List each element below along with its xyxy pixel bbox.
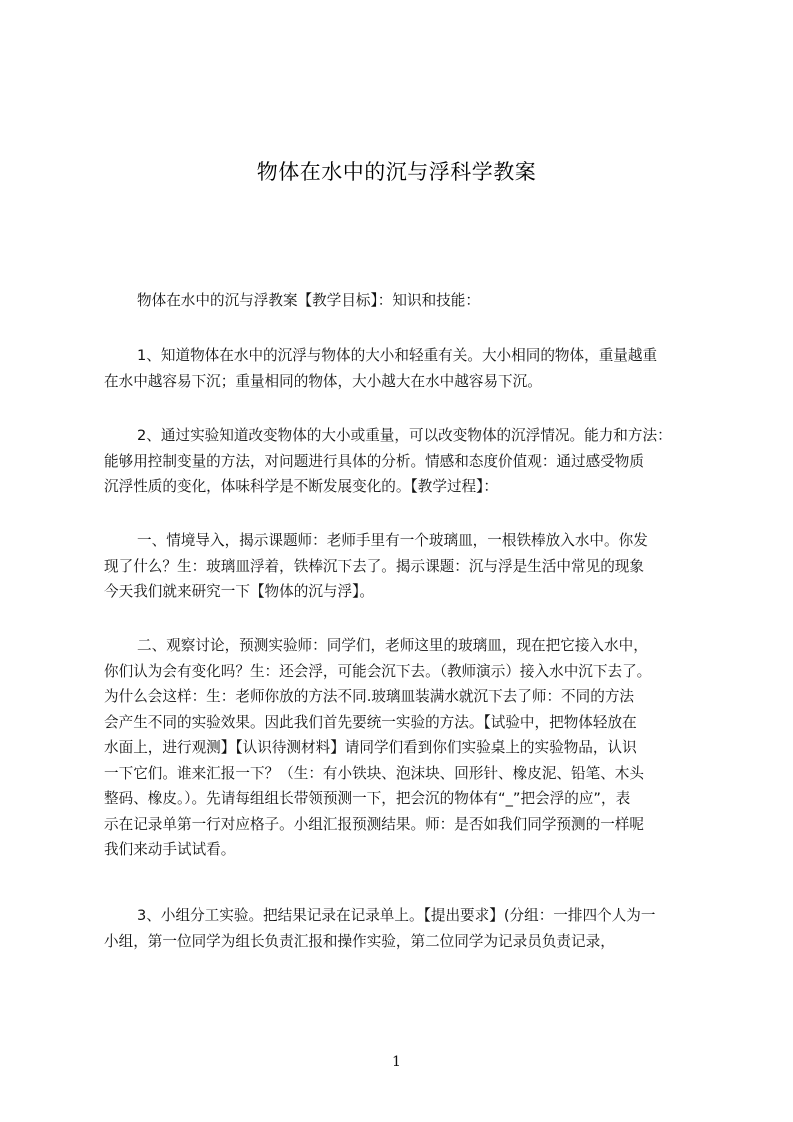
text-line: 沉浮性质的变化，体味科学是不断发展变化的。【教学过程】： [104,478,499,495]
text-line: 示在记录单第一行对应格子。小组汇报预测结果。师：是否如我们同学预测的一样呢 [104,815,644,833]
paragraph-step-3 [104,903,719,954]
text-line: 3、小组分工实验。把结果记录在记录单上。【提出要求】(分组：一排四个人为一 [137,907,656,924]
text-line: 能够用控制变量的方法，对问题进行具体的分析。情感和态度价值观：通过感受物质 [104,452,644,470]
text-line: 现了什么？生：玻璃皿浮着，铁棒沉下去了。揭示课题：沉与浮是生活中常见的现象 [104,557,644,575]
paragraph-step-2 [104,633,719,863]
text-line: 为什么会这样：生：老师你放的方法不同.玻璃皿装满水就沉下去了师：不同的方法 [104,688,635,705]
text-line: 整码、橡皮。）。先请每组组长带领预测一下，把会沉的物体有“_”把会浮的应”，表 [104,790,631,807]
paragraph-objective-2 [104,423,719,500]
text-line: 一、情境导入，揭示课题师：老师手里有一个玻璃皿，一根铁棒放入水中。你发 [137,532,648,549]
text-line: 我们来动手试试看。 [104,841,236,858]
text-line: 你们认为会有变化吗？生：还会浮，可能会沉下去。（教师演示）接入水中沉下去了。 [104,662,652,680]
text-line: 在水中越容易下沉；重量相同的物体，大小越大在水中越容易下沉。 [104,372,542,390]
text-line: 物体在水中的沉与浮教案【教学目标】：知识和技能： [137,292,480,309]
text-line: 今天我们就来研究一下【物体的沉与浮】。 [104,583,374,600]
text-line: 水面上，进行观测】【认识待测材料】请同学们看到你们实验桌上的实验物品，认识 [104,739,637,756]
page-title: 物体在水中的沉与浮科学教案 [256,160,537,185]
text-line: 一下它们。谁来汇报一下？（生：有小铁块、泡沫块、回形针、橡皮泥、铅笔、木头 [104,764,644,782]
text-line: 2、通过实验知道改变物体的大小或重量，可以改变物体的沉浮情况。能力和方法： [137,427,672,444]
paragraph-step-1 [104,528,719,605]
text-line: 1、知道物体在水中的沉浮与物体的大小和轻重有关。大小相同的物体，重量越重 [137,347,658,364]
page-number: 1 [392,1054,401,1070]
text-line: 小组，第一位同学为组长负责汇报和操作实验，第二位同学为记录员负责记录， [104,932,615,950]
paragraph-intro [104,288,719,314]
text-line: 二、观察讨论，预测实验师：同学们，老师这里的玻璃皿，现在把它接入水中， [137,637,648,654]
text-line: 会产生不同的实验效果。因此我们首先要统一实验的方法。【试验中，把物体轻放在 [104,713,637,731]
paragraph-objective-1 [104,343,719,394]
